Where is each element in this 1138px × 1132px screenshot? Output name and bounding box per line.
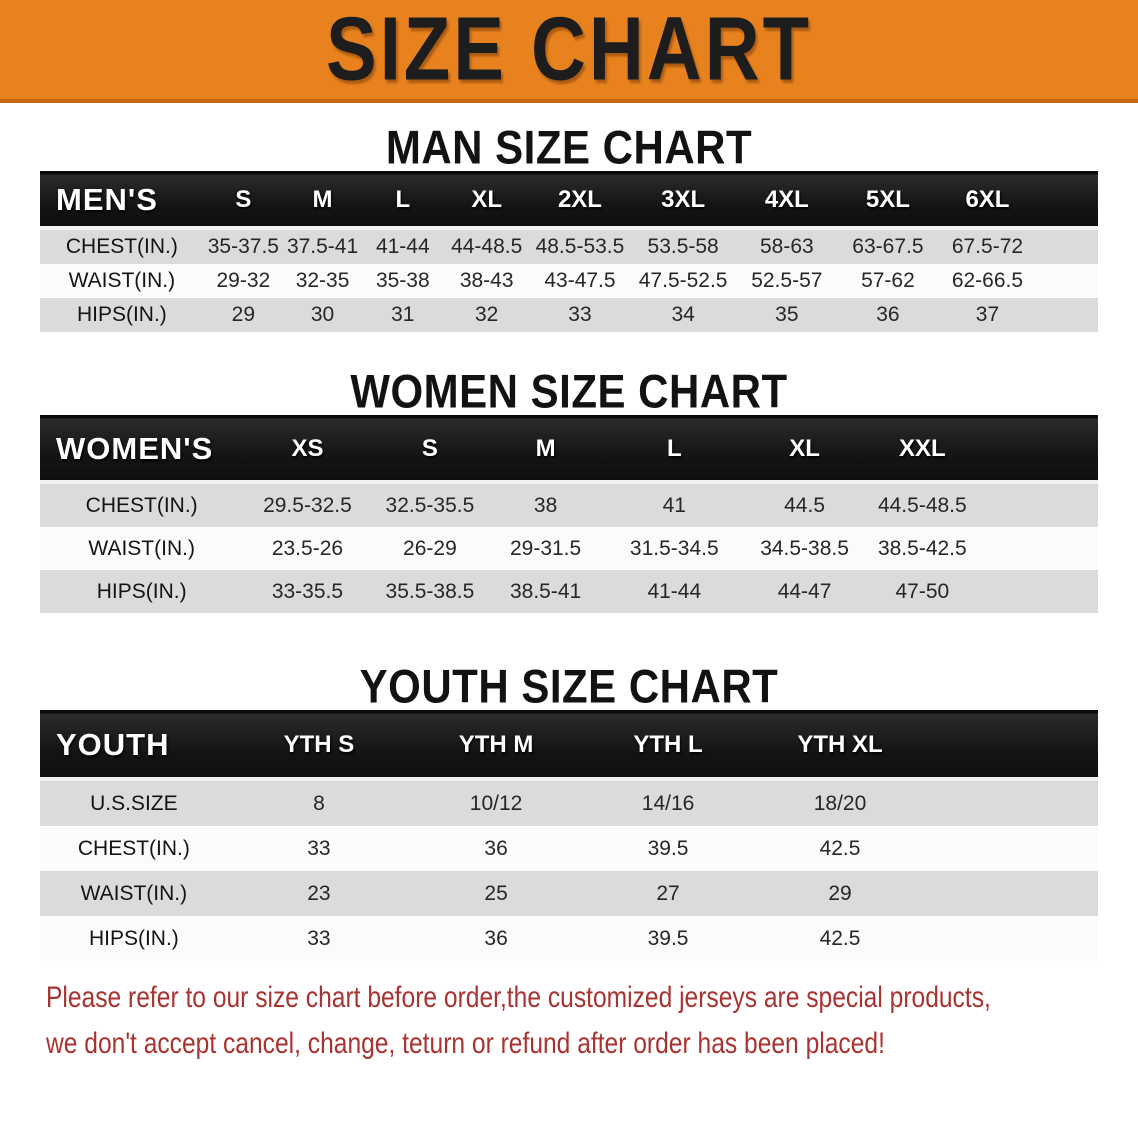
table-row xyxy=(40,779,1098,826)
size-value-cell: 32.5-35.5 xyxy=(372,482,489,527)
table-row xyxy=(40,871,1098,916)
size-value-cell: 29 xyxy=(754,871,926,916)
header-filler xyxy=(926,712,1098,780)
size-value-cell: 62-66.5 xyxy=(938,264,1036,298)
row-filler xyxy=(926,871,1098,916)
size-value-cell: 34 xyxy=(630,298,736,332)
size-column-header: XL xyxy=(746,417,864,483)
row-filler xyxy=(1036,298,1098,332)
size-value-cell: 38-43 xyxy=(443,264,530,298)
table-row xyxy=(40,916,1098,961)
women-size-table xyxy=(40,415,1098,613)
size-value-cell: 53.5-58 xyxy=(630,228,736,264)
size-value-cell: 33 xyxy=(228,916,410,961)
size-chart-banner xyxy=(0,0,1138,103)
table-row xyxy=(40,264,1098,298)
size-value-cell: 47.5-52.5 xyxy=(630,264,736,298)
row-label: HIPS(IN.) xyxy=(40,298,204,332)
table-header-row xyxy=(40,712,1098,780)
size-value-cell: 26-29 xyxy=(372,527,489,570)
size-value-cell: 29 xyxy=(204,298,283,332)
size-column-header: XS xyxy=(243,417,371,483)
size-value-cell: 35.5-38.5 xyxy=(372,570,489,613)
row-filler xyxy=(1036,264,1098,298)
size-value-cell: 58-63 xyxy=(736,228,837,264)
size-column-header: YTH M xyxy=(410,712,582,780)
size-value-cell: 42.5 xyxy=(754,916,926,961)
size-value-cell: 30 xyxy=(283,298,362,332)
youth-section-heading-text: YOUTH SIZE CHART xyxy=(359,660,779,713)
size-column-header: XL xyxy=(443,173,530,229)
size-value-cell: 38.5-41 xyxy=(488,570,603,613)
size-value-cell: 35-37.5 xyxy=(204,228,283,264)
size-value-cell: 38 xyxy=(488,482,603,527)
size-value-cell: 35-38 xyxy=(362,264,443,298)
size-value-cell: 44.5 xyxy=(746,482,864,527)
size-column-header: 3XL xyxy=(630,173,736,229)
size-column-header: S xyxy=(372,417,489,483)
size-value-cell: 67.5-72 xyxy=(938,228,1036,264)
row-label: WAIST(IN.) xyxy=(40,527,243,570)
table-row xyxy=(40,298,1098,332)
table-header-row xyxy=(40,417,1098,483)
men-section-heading xyxy=(0,121,1138,174)
size-value-cell: 44-47 xyxy=(746,570,864,613)
youth-size-section xyxy=(0,660,1138,961)
disclaimer-line-1: Please refer to our size chart before order,the customized jerseys are special products, xyxy=(46,981,991,1014)
row-filler xyxy=(981,570,1098,613)
size-value-cell: 33 xyxy=(228,826,410,871)
table-corner-label: YOUTH xyxy=(40,712,228,780)
size-value-cell: 35 xyxy=(736,298,837,332)
size-value-cell: 33 xyxy=(530,298,630,332)
size-value-cell: 44-48.5 xyxy=(443,228,530,264)
size-value-cell: 63-67.5 xyxy=(837,228,938,264)
size-value-cell: 25 xyxy=(410,871,582,916)
table-row xyxy=(40,527,1098,570)
disclaimer-text xyxy=(46,975,1138,1067)
row-label: WAIST(IN.) xyxy=(40,871,228,916)
size-value-cell: 32 xyxy=(443,298,530,332)
size-value-cell: 38.5-42.5 xyxy=(863,527,981,570)
size-value-cell: 48.5-53.5 xyxy=(530,228,630,264)
size-value-cell: 10/12 xyxy=(410,779,582,826)
size-value-cell: 32-35 xyxy=(283,264,362,298)
youth-size-table xyxy=(40,710,1098,961)
size-value-cell: 41 xyxy=(603,482,746,527)
size-value-cell: 23 xyxy=(228,871,410,916)
size-column-header: 4XL xyxy=(736,173,837,229)
size-column-header: S xyxy=(204,173,283,229)
women-section-heading xyxy=(0,365,1138,418)
size-value-cell: 8 xyxy=(228,779,410,826)
women-section-heading-text: WOMEN SIZE CHART xyxy=(350,365,788,418)
row-label: CHEST(IN.) xyxy=(40,228,204,264)
size-value-cell: 14/16 xyxy=(582,779,754,826)
banner-title: SIZE CHART xyxy=(326,0,812,100)
size-value-cell: 36 xyxy=(410,826,582,871)
youth-section-heading xyxy=(0,660,1138,713)
size-value-cell: 29-32 xyxy=(204,264,283,298)
size-column-header: YTH L xyxy=(582,712,754,780)
size-column-header: 2XL xyxy=(530,173,630,229)
size-column-header: XXL xyxy=(863,417,981,483)
size-value-cell: 29.5-32.5 xyxy=(243,482,371,527)
row-label: U.S.SIZE xyxy=(40,779,228,826)
size-value-cell: 37 xyxy=(938,298,1036,332)
size-column-header: M xyxy=(283,173,362,229)
size-value-cell: 27 xyxy=(582,871,754,916)
row-filler xyxy=(926,916,1098,961)
size-value-cell: 29-31.5 xyxy=(488,527,603,570)
size-column-header: YTH XL xyxy=(754,712,926,780)
row-filler xyxy=(926,779,1098,826)
size-value-cell: 31.5-34.5 xyxy=(603,527,746,570)
table-row xyxy=(40,482,1098,527)
table-corner-label: MEN'S xyxy=(40,173,204,229)
size-value-cell: 47-50 xyxy=(863,570,981,613)
size-value-cell: 43-47.5 xyxy=(530,264,630,298)
row-filler xyxy=(926,826,1098,871)
header-filler xyxy=(1036,173,1098,229)
size-value-cell: 33-35.5 xyxy=(243,570,371,613)
row-filler xyxy=(981,482,1098,527)
women-size-section xyxy=(0,365,1138,613)
row-label: WAIST(IN.) xyxy=(40,264,204,298)
row-label: CHEST(IN.) xyxy=(40,482,243,527)
size-value-cell: 41-44 xyxy=(603,570,746,613)
size-value-cell: 36 xyxy=(837,298,938,332)
size-column-header: L xyxy=(603,417,746,483)
size-value-cell: 18/20 xyxy=(754,779,926,826)
size-column-header: M xyxy=(488,417,603,483)
size-column-header: 6XL xyxy=(938,173,1036,229)
size-value-cell: 37.5-41 xyxy=(283,228,362,264)
size-value-cell: 31 xyxy=(362,298,443,332)
table-row xyxy=(40,228,1098,264)
size-column-header: L xyxy=(362,173,443,229)
table-header-row xyxy=(40,173,1098,229)
table-row xyxy=(40,570,1098,613)
size-value-cell: 52.5-57 xyxy=(736,264,837,298)
table-corner-label: WOMEN'S xyxy=(40,417,243,483)
row-label: CHEST(IN.) xyxy=(40,826,228,871)
disclaimer-line-2: we don't accept cancel, change, teturn or refund after order has been placed! xyxy=(46,1027,885,1060)
size-value-cell: 39.5 xyxy=(582,916,754,961)
row-label: HIPS(IN.) xyxy=(40,570,243,613)
men-size-section xyxy=(0,121,1138,332)
size-value-cell: 44.5-48.5 xyxy=(863,482,981,527)
table-row xyxy=(40,826,1098,871)
men-size-table xyxy=(40,171,1098,332)
men-section-heading-text: MAN SIZE CHART xyxy=(385,121,753,174)
size-value-cell: 41-44 xyxy=(362,228,443,264)
row-filler xyxy=(981,527,1098,570)
header-filler xyxy=(981,417,1098,483)
size-value-cell: 34.5-38.5 xyxy=(746,527,864,570)
size-column-header: 5XL xyxy=(837,173,938,229)
size-value-cell: 23.5-26 xyxy=(243,527,371,570)
size-value-cell: 36 xyxy=(410,916,582,961)
size-value-cell: 42.5 xyxy=(754,826,926,871)
size-column-header: YTH S xyxy=(228,712,410,780)
size-value-cell: 39.5 xyxy=(582,826,754,871)
row-filler xyxy=(1036,228,1098,264)
size-value-cell: 57-62 xyxy=(837,264,938,298)
row-label: HIPS(IN.) xyxy=(40,916,228,961)
